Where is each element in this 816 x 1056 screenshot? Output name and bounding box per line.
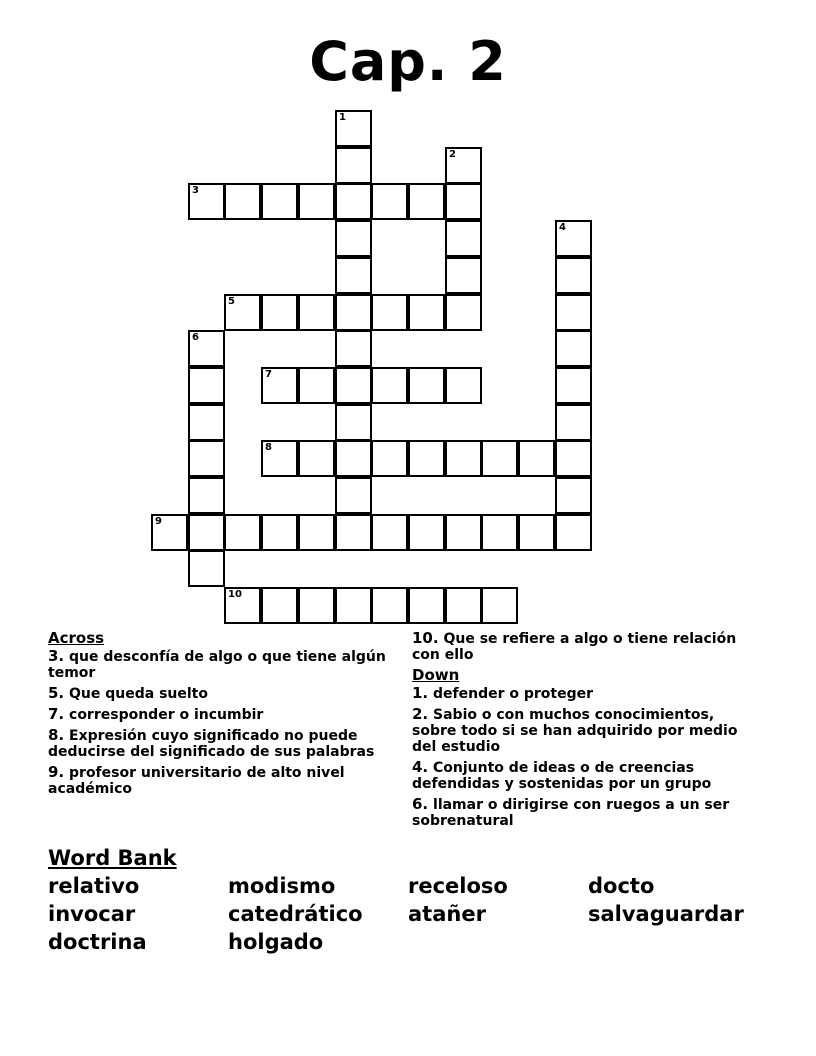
grid-cell[interactable] bbox=[555, 477, 592, 514]
grid-cell[interactable] bbox=[445, 587, 482, 624]
grid-cell[interactable] bbox=[445, 294, 482, 331]
clue-number: 9 bbox=[155, 516, 162, 527]
word-bank-word: catedrático bbox=[228, 902, 363, 926]
grid-cell[interactable] bbox=[335, 110, 372, 147]
grid-cell[interactable] bbox=[371, 367, 408, 404]
grid-cell[interactable] bbox=[408, 294, 445, 331]
clue-number: 6 bbox=[192, 332, 199, 343]
grid-cell[interactable] bbox=[335, 367, 372, 404]
word-bank-word: salvaguardar bbox=[588, 902, 744, 926]
grid-cell[interactable] bbox=[371, 514, 408, 551]
grid-cell[interactable] bbox=[298, 294, 335, 331]
clue-number: 7 bbox=[265, 369, 272, 380]
grid-cell[interactable] bbox=[555, 220, 592, 257]
grid-cell[interactable] bbox=[335, 183, 372, 220]
grid-cell[interactable] bbox=[408, 367, 445, 404]
grid-cell[interactable] bbox=[555, 257, 592, 294]
word-bank-word: holgado bbox=[228, 930, 324, 954]
grid-cell[interactable] bbox=[445, 440, 482, 477]
grid-cell[interactable] bbox=[224, 514, 261, 551]
grid-cell[interactable] bbox=[335, 330, 372, 367]
grid-cell[interactable] bbox=[335, 404, 372, 441]
word-bank-word: doctrina bbox=[48, 930, 147, 954]
across-clue-8: 8. Expresión cuyo significado no puede deducirse del significado de sus palabras bbox=[48, 726, 375, 760]
grid-cell[interactable] bbox=[555, 330, 592, 367]
across-clue-7: 7. corresponder o incumbir bbox=[48, 705, 264, 723]
grid-cell[interactable] bbox=[408, 514, 445, 551]
grid-cell[interactable] bbox=[224, 587, 261, 624]
grid-cell[interactable] bbox=[188, 550, 225, 587]
across-clue-9: 9. profesor universitario de alto nivel académico bbox=[48, 763, 345, 797]
down-clue-1: 1. defender o proteger bbox=[412, 684, 594, 702]
grid-cell[interactable] bbox=[298, 183, 335, 220]
clue-number: 3 bbox=[192, 185, 199, 196]
grid-cell[interactable] bbox=[408, 440, 445, 477]
grid-cell[interactable] bbox=[188, 367, 225, 404]
word-bank-word: atañer bbox=[408, 902, 486, 926]
clue-number: 8 bbox=[265, 442, 272, 453]
clue-number: 4 bbox=[559, 222, 566, 233]
word-bank-word: relativo bbox=[48, 874, 140, 898]
grid-cell[interactable] bbox=[408, 183, 445, 220]
grid-cell[interactable] bbox=[408, 587, 445, 624]
grid-cell[interactable] bbox=[335, 257, 372, 294]
clue-number: 2 bbox=[449, 149, 456, 160]
grid-cell[interactable] bbox=[445, 367, 482, 404]
grid-cell[interactable] bbox=[481, 514, 518, 551]
word-bank-word: invocar bbox=[48, 902, 136, 926]
grid-cell[interactable] bbox=[261, 367, 298, 404]
grid-cell[interactable] bbox=[371, 440, 408, 477]
grid-cell[interactable] bbox=[371, 587, 408, 624]
grid-cell[interactable] bbox=[445, 183, 482, 220]
grid-cell[interactable] bbox=[188, 514, 225, 551]
grid-cell[interactable] bbox=[188, 477, 225, 514]
grid-cell[interactable] bbox=[224, 294, 261, 331]
grid-cell[interactable] bbox=[188, 440, 225, 477]
grid-cell[interactable] bbox=[261, 183, 298, 220]
clue-number: 1 bbox=[339, 112, 346, 123]
grid-cell[interactable] bbox=[445, 220, 482, 257]
clues-right-column bbox=[412, 630, 762, 833]
grid-cell[interactable] bbox=[188, 404, 225, 441]
grid-cell[interactable] bbox=[445, 514, 482, 551]
grid-cell[interactable] bbox=[518, 514, 555, 551]
across-heading: Across bbox=[48, 629, 105, 647]
grid-cell[interactable] bbox=[261, 294, 298, 331]
grid-cell[interactable] bbox=[261, 440, 298, 477]
grid-cell[interactable] bbox=[335, 587, 372, 624]
grid-cell[interactable] bbox=[261, 587, 298, 624]
grid-cell[interactable] bbox=[335, 440, 372, 477]
clues-left-column bbox=[48, 630, 398, 801]
across-clue-5: 5. Que queda suelto bbox=[48, 684, 208, 702]
grid-cell[interactable] bbox=[555, 294, 592, 331]
grid-cell[interactable] bbox=[481, 440, 518, 477]
grid-cell[interactable] bbox=[298, 587, 335, 624]
down-clue-6: 6. llamar o dirigirse con ruegos a un ser sobrenatural bbox=[412, 795, 730, 829]
grid-cell[interactable] bbox=[371, 183, 408, 220]
down-clue-4: 4. Conjunto de ideas o de creencias defendidas y sostenidas por un grupo bbox=[412, 758, 712, 792]
down-heading: Down bbox=[412, 666, 460, 684]
word-bank-word: receloso bbox=[408, 874, 508, 898]
grid-cell[interactable] bbox=[188, 183, 225, 220]
grid-cell[interactable] bbox=[555, 440, 592, 477]
word-bank-title: Word Bank bbox=[48, 846, 177, 870]
grid-cell[interactable] bbox=[335, 294, 372, 331]
across-clue-10: 10. Que se refiere a algo o tiene relación con ello bbox=[412, 629, 737, 663]
grid-cell[interactable] bbox=[335, 514, 372, 551]
clue-number: 10 bbox=[228, 589, 242, 600]
grid-cell[interactable] bbox=[298, 367, 335, 404]
grid-cell[interactable] bbox=[555, 404, 592, 441]
word-bank-word: docto bbox=[588, 874, 655, 898]
grid-cell[interactable] bbox=[298, 440, 335, 477]
grid-cell[interactable] bbox=[188, 330, 225, 367]
grid-cell[interactable] bbox=[224, 183, 261, 220]
grid-cell[interactable] bbox=[151, 514, 188, 551]
grid-cell[interactable] bbox=[555, 367, 592, 404]
grid-cell[interactable] bbox=[335, 477, 372, 514]
grid-cell[interactable] bbox=[298, 514, 335, 551]
grid-cell[interactable] bbox=[481, 587, 518, 624]
word-bank-word: modismo bbox=[228, 874, 336, 898]
puzzle-title: Cap. 2 bbox=[309, 30, 507, 93]
grid-cell[interactable] bbox=[445, 257, 482, 294]
down-clue-2: 2. Sabio o con muchos conocimientos, sobre todo si se han adquirido por medio del estudio bbox=[412, 705, 738, 755]
grid-cell[interactable] bbox=[335, 147, 372, 184]
grid-cell[interactable] bbox=[261, 514, 298, 551]
grid-cell[interactable] bbox=[555, 514, 592, 551]
grid-cell[interactable] bbox=[445, 147, 482, 184]
across-clue-3: 3. que desconfía de algo o que tiene algún temor bbox=[48, 647, 386, 681]
clue-number: 5 bbox=[228, 296, 235, 307]
grid-cell[interactable] bbox=[335, 220, 372, 257]
grid-cell[interactable] bbox=[371, 294, 408, 331]
grid-cell[interactable] bbox=[518, 440, 555, 477]
